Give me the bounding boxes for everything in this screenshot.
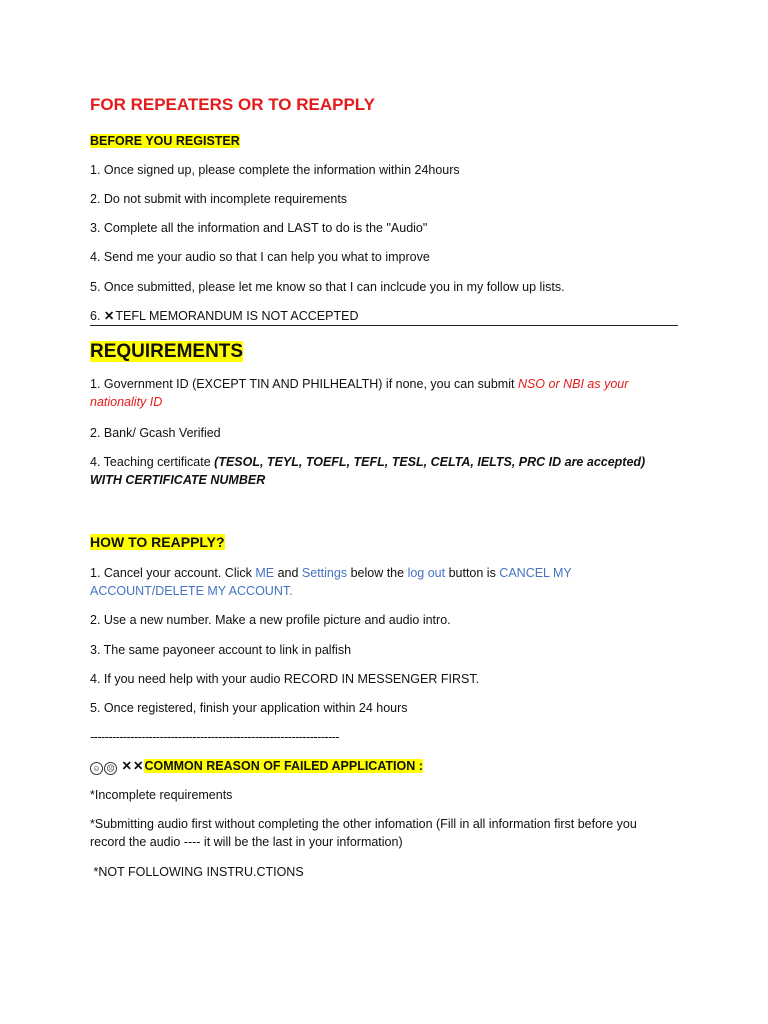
reapply-heading-text: HOW TO REAPPLY?: [90, 534, 225, 550]
reapply-item-1-a: 1. Cancel your account. Click: [90, 566, 256, 580]
failed-reason-2: *Submitting audio first without completing the other infomation (Fill in all information first before you record the audio ---- it will be the last in your information): [90, 817, 637, 849]
reapply-item-1: [90, 564, 670, 600]
reapply-item-2: 2. Use a new number. Make a new profile picture and audio intro.: [90, 613, 451, 627]
requirement-item-1: [90, 375, 670, 411]
before-item-4: 4. Send me your audio so that I can help you what to improve: [90, 250, 430, 264]
page-title: FOR REPEATERS OR TO REAPPLY: [90, 95, 375, 114]
requirement-item-4: [90, 453, 670, 489]
failed-reason-3: *NOT FOLLOWING INSTRU.CTIONS: [90, 865, 304, 879]
settings-link[interactable]: Settings: [301, 566, 348, 580]
reapply-item-3: 3. The same payoneer account to link in palfish: [90, 643, 352, 657]
reapply-item-5: 5. Once registered, finish your application within 24 hours: [90, 701, 408, 715]
failed-heading: [90, 757, 423, 775]
before-register-heading: [90, 132, 240, 150]
reapply-item-1-c: below the: [347, 566, 408, 580]
requirement-item-2: 2. Bank/ Gcash Verified: [90, 426, 221, 440]
requirements-heading-text: REQUIREMENTS: [90, 341, 244, 362]
before-item-6: [90, 307, 359, 325]
requirement-item-4-text: 4. Teaching certificate: [90, 455, 215, 469]
before-register-heading-text: BEFORE YOU REGISTER: [90, 134, 240, 148]
before-item-2: 2. Do not submit with incomplete requirements: [90, 192, 348, 206]
failed-heading-text: COMMON REASON OF FAILED APPLICATION :: [144, 759, 423, 773]
requirement-item-1-highlight: NSO or NBI as your nationality ID: [90, 377, 629, 409]
smiley-face-icon: ☺: [90, 762, 103, 775]
cross-mark-icon: ✕: [121, 759, 132, 773]
log-out-link[interactable]: log out: [407, 566, 446, 580]
before-item-1: 1. Once signed up, please complete the information within 24hours: [90, 163, 460, 177]
requirements-heading: [90, 340, 243, 365]
requirement-item-1-text: 1. Government ID (EXCEPT TIN AND PHILHEALTH) if none, you can submit: [90, 377, 518, 391]
cross-mark-icon: ✕: [132, 759, 144, 773]
section-divider-line: [90, 325, 678, 326]
requirement-item-4-suffix: WITH CERTIFICATE NUMBER: [90, 473, 266, 487]
dashed-divider: --------------------------------------------------------------------: [90, 730, 340, 744]
me-link[interactable]: ME: [255, 566, 275, 580]
requirement-item-4-list: (TESOL, TEYL, TOEFL, TEFL, TESL, CELTA, IELTS, PRC ID are accepted): [214, 455, 646, 469]
cancel-account-link[interactable]: CANCEL MY ACCOUNT/DELETE MY ACCOUNT.: [90, 566, 572, 598]
before-item-3: 3. Complete all the information and LAST to do is the "Audio": [90, 221, 428, 235]
before-item-6-number: 6.: [90, 309, 101, 323]
before-item-5: 5. Once submitted, please let me know so that I can inclcude you in my follow up lists.: [90, 280, 565, 294]
sad-face-icon: ☹: [104, 762, 117, 775]
reapply-heading: [90, 533, 225, 552]
reapply-item-4: 4. If you need help with your audio RECORD IN MESSENGER FIRST.: [90, 672, 480, 686]
cross-mark-icon: ✕: [103, 309, 115, 323]
reapply-item-1-b: and: [274, 566, 302, 580]
reapply-item-1-d: button is: [445, 566, 500, 580]
failed-reason-1: *Incomplete requirements: [90, 788, 233, 802]
before-item-6-text: TEFL MEMORANDUM IS NOT ACCEPTED: [115, 309, 359, 323]
